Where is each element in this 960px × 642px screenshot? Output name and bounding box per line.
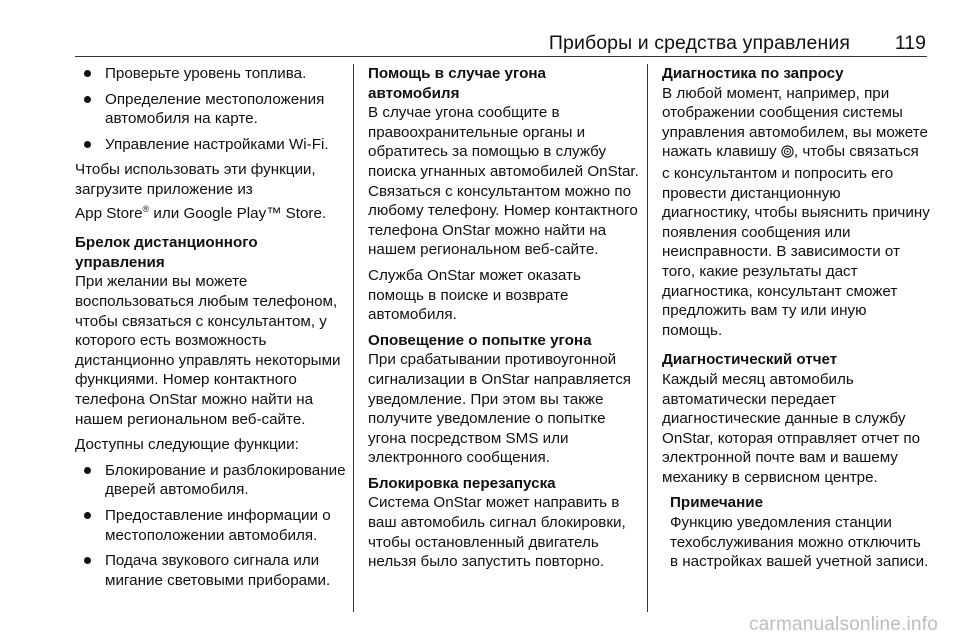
bullet-icon	[84, 141, 91, 148]
column-divider-2	[647, 64, 648, 612]
heading-remote: Брелок дистанционного управления	[75, 234, 258, 271]
bullet-icon	[84, 557, 91, 564]
heading-block: Блокировка перезапуска	[368, 474, 556, 492]
service-paragraph: Служба OnStar может оказать помощь в поиске и возврате автомобиля.	[368, 266, 581, 324]
heading-theft: Помощь в случае угона автомобиля	[368, 65, 546, 102]
list-item: Определение местоположения автомобиля на карте.	[75, 90, 347, 129]
note-block	[670, 493, 930, 571]
list-item: Подача звукового сигнала или мигание световыми приборами.	[75, 551, 347, 590]
feature-list-bottom	[75, 461, 347, 591]
available-paragraph: Доступны следующие функции:	[75, 436, 299, 454]
heading-diagnostics: Диагностика по запросу	[662, 65, 844, 82]
bullet-icon	[84, 512, 91, 519]
alert-paragraph: При срабатывании противоугонной сигнализации в OnStar направляется уведомление. При этом вы также получите уведомление о попытке угона посредством SMS или электронного сообщения.	[368, 351, 632, 467]
column-middle	[368, 64, 640, 578]
watermark: carmanualsonline.info	[748, 614, 938, 635]
list-item: Предоставление информации о местоположении автомобиля.	[75, 506, 347, 545]
report-paragraph: Каждый месяц автомобиль автоматически передает диагностические данные в службу OnStar, которая отправляет отчет по электронной почте вам и вашему механику в сервисном центре.	[662, 370, 921, 486]
app-paragraph: Чтобы использовать эти функции, загрузите приложение из App Store® или Google Play™ Store.	[75, 161, 327, 222]
block-paragraph: Система OnStar может направить в ваш автомобиль сигнал блокировки, чтобы остановленный двигатель нельзя было запустить повторно.	[368, 494, 626, 571]
feature-list-top	[75, 64, 347, 154]
header-divider	[75, 56, 927, 57]
list-item: Проверьте уровень топлива.	[75, 64, 347, 84]
remote-paragraph: При желании вы можете воспользоваться любым телефоном, чтобы связаться с консультантом, у которого есть возможность дистанционно управлять некоторыми функциями. Номер контактного телефона OnStar можно найти на нашем региональном веб-сайте.	[75, 273, 341, 428]
bullet-icon	[84, 96, 91, 103]
bullet-icon	[84, 70, 91, 77]
list-item: Управление настройками Wi-Fi.	[75, 135, 347, 155]
column-left	[75, 64, 347, 596]
page-number: 119	[894, 32, 926, 54]
note-text: Функцию уведомления станции техобслуживания можно отключить в настройках вашей учетной записи.	[670, 514, 929, 571]
column-right	[662, 64, 930, 578]
onstar-button-icon	[781, 144, 794, 164]
note-heading: Примечание	[670, 494, 764, 512]
diagnostics-paragraph: В любой момент, например, при отображении сообщения системы управления автомобилем, вы можете нажать клавишу , чтобы связаться с консультантом и попросить его провести дистанционную диагностику, чтобы выяснить причину появления сообщения или неисправности. В зависимости от того, какие результаты даст диагностика, консультант сможет предложить вам ту или иную помощь.	[662, 84, 930, 339]
column-divider-1	[353, 64, 354, 612]
section-title: Приборы и средства управления	[548, 32, 850, 54]
heading-report: Диагностический отчет	[662, 351, 838, 369]
theft-paragraph: В случае угона сообщите в правоохранительные органы и обратитесь за помощью в службу поиска угнанных автомобилей OnStar. Связаться с консультантом можно по любому телефону. Номер контактного телефона OnStar можно найти на нашем региональном веб-сайте.	[368, 104, 639, 259]
bullet-icon	[84, 467, 91, 474]
heading-alert: Оповещение о попытке угона	[368, 331, 592, 349]
page-header	[0, 0, 960, 58]
list-item: Блокирование и разблокирование дверей автомобиля.	[75, 461, 347, 500]
